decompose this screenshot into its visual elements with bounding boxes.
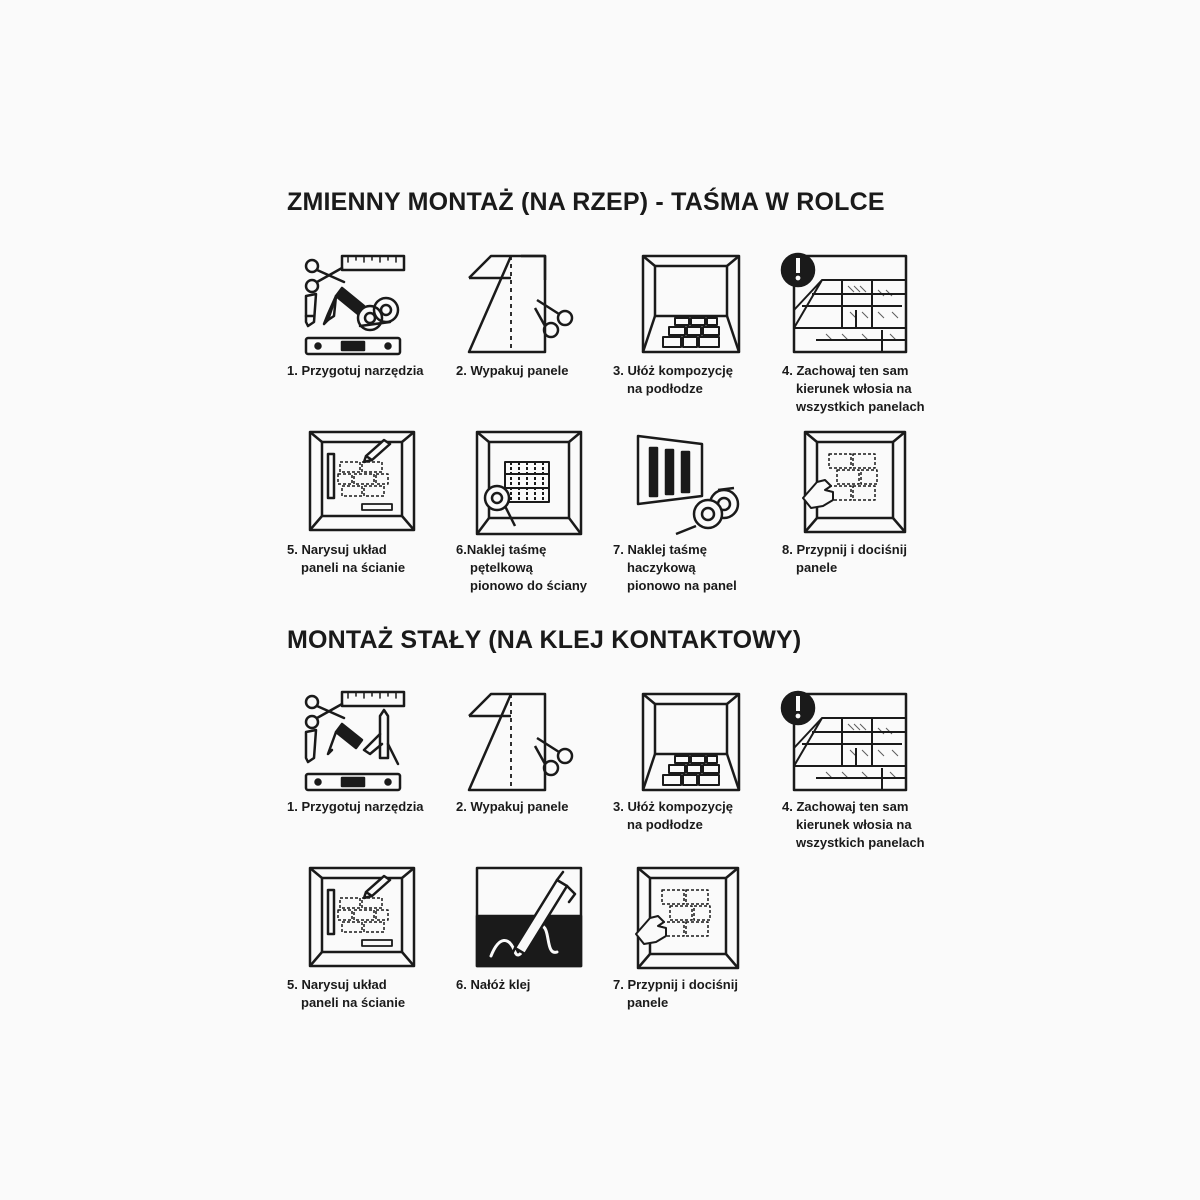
tools-with-tape-icon [298,250,428,362]
step-caption: 5. Narysuj układ paneli na ścianie [287,542,406,575]
floor-layout-icon [626,688,756,800]
step-caption: 4. Zachowaj ten sam kierunek włosia na wszystkich panelach [782,799,925,850]
step-caption: 1. Przygotuj narzędzia [287,799,424,814]
tools-with-gun-icon [298,688,428,800]
step-caption: 2. Wypakuj panele [456,363,569,378]
draw-layout-icon [298,430,428,542]
step-caption: 7. Przypnij i dociśnij panele [613,977,738,1010]
press-panels-icon [626,866,756,978]
apply-glue-icon [465,866,595,978]
unpack-box-icon [465,250,595,362]
hook-tape-panel-icon [626,430,756,542]
unpack-box-icon [465,688,595,800]
warning-panels-icon [782,688,912,800]
step-caption: 2. Wypakuj panele [456,799,569,814]
step-caption: 1. Przygotuj narzędzia [287,363,424,378]
press-panels-icon [793,430,923,542]
step-caption: 4. Zachowaj ten sam kierunek włosia na wszystkich panelach [782,363,925,414]
draw-layout-icon [298,866,428,978]
step-caption: 3. Ułóż kompozycję na podłodze [613,363,733,396]
step-caption: 5. Narysuj układ paneli na ścianie [287,977,406,1010]
floor-layout-icon [626,250,756,362]
step-caption: 6. Nałóż klej [456,977,531,992]
section-title-velcro: ZMIENNY MONTAŻ (NA RZEP) - TAŚMA W ROLCE [287,188,885,216]
step-caption: 7. Naklej taśmę haczykową pionowo na panel [613,542,737,593]
step-caption: 3. Ułóż kompozycję na podłodze [613,799,733,832]
section-title-glue: MONTAŻ STAŁY (NA KLEJ KONTAKTOWY) [287,626,802,654]
warning-panels-icon [782,250,912,362]
step-caption: 8. Przypnij i dociśnij panele [782,542,907,575]
step-caption: 6.Naklej taśmę pętelkową pionowo do ściany [456,542,588,593]
loop-tape-wall-icon [465,430,595,542]
